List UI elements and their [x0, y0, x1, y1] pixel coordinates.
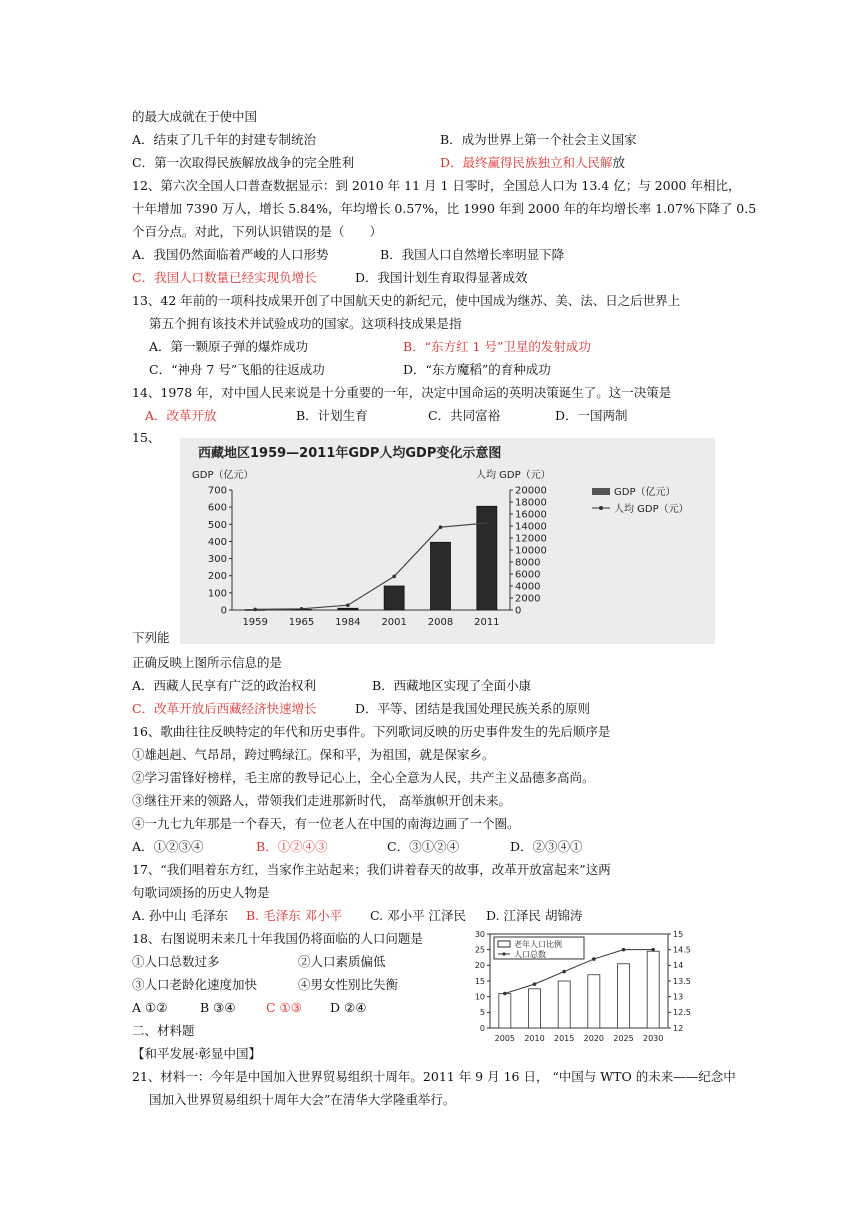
x-tick-label: 2030 [642, 1034, 664, 1043]
q18-option-1: ①人口总数过多 [132, 954, 220, 969]
y-tick-label: 200 [207, 571, 227, 583]
x-tick-label: 2008 [427, 617, 454, 628]
q15-number: 15、 [132, 430, 161, 445]
q12-option-d: D．我国计划生育取得显著成效 [355, 270, 528, 285]
q14-stem: 14、1978 年，对中国人民来说是十分重要的一年，决定中国命运的英明决策诞生了。这一决策是 [132, 385, 672, 400]
y-tick-label: 300 [207, 554, 227, 566]
x-tick-label: 1965 [288, 617, 315, 628]
q12-stem: 12、第六次全国人口普查数据显示：到 2010 年 11 月 1 日零时，全国总人口为 13.4 亿；与 2000 年相比， [132, 178, 741, 193]
bar [338, 608, 358, 610]
q17-option-d: D. 江泽民 胡锦涛 [486, 908, 583, 923]
section-heading: 二、材料题 [132, 1023, 195, 1038]
y-tick-label: 600 [207, 502, 227, 514]
line-point [346, 603, 350, 607]
answer-highlight: D．最终赢得民族独立和人民解 [440, 155, 613, 170]
y2-tick-label: 4000 [515, 581, 541, 593]
q15-option-d: D．平等、团结是我国处理民族关系的原则 [355, 701, 591, 716]
bar [384, 586, 404, 610]
q11-option-d-tail: 放 [612, 155, 626, 170]
y2-tick-label: 16000 [515, 509, 547, 521]
q14-option-d: D．一国两制 [555, 408, 628, 423]
q15-option-c: C．改革开放后西藏经济快速增长 [132, 701, 317, 716]
line-point [392, 575, 396, 579]
q17-stem: 句歌词颂扬的历史人物是 [132, 885, 270, 900]
q16-stem: 16、歌曲往往反映特定的年代和历史事件。下列歌词反映的历史事件发生的先后顺序是 [132, 724, 611, 739]
q21-stem: 国加入世界贸易组织十周年大会”在清华大学隆重举行。 [149, 1092, 456, 1107]
q12-stem: 个百分点。对此，下列认识错误的是（ ） [132, 224, 383, 239]
q17-stem: 17、“我们唱着东方红，当家作主站起来；我们讲着春天的故事，改革开放富起来”这两 [132, 862, 611, 877]
q11-option-a: A．结束了几千年的封建专制统治 [132, 132, 317, 147]
x-tick-label: 2005 [494, 1034, 516, 1043]
q18-option-4: ④男女性别比失衡 [298, 977, 399, 992]
q13-option-a: A．第一颗原子弹的爆炸成功 [149, 339, 309, 354]
bar [558, 981, 570, 1028]
y2-tick-label: 12000 [515, 533, 547, 545]
q15-stem: 正确反映上图所示信息的是 [132, 655, 283, 670]
q18-option-3: ③人口老龄化速度加快 [132, 977, 258, 992]
y2-tick-label: 0 [515, 605, 522, 617]
x-tick-label: 1984 [335, 617, 361, 628]
q15-stem: 下列能 [132, 630, 170, 645]
q11-option-d [440, 154, 625, 172]
y2-tick-label: 8000 [515, 557, 541, 569]
legend-entry-gdp: GDP（亿元） [614, 487, 676, 498]
y2-tick-label: 12.5 [673, 1008, 691, 1018]
y2-tick-label: 6000 [515, 569, 541, 581]
population-chart [462, 926, 714, 1044]
y-tick-label: 20 [474, 961, 485, 971]
q18-choice-a: A ①② [132, 1000, 168, 1015]
y-tick-label: 10 [474, 992, 485, 1002]
legend-entry-elderly: 老年人口比例 [514, 940, 562, 949]
q16-lyric: ②学习雷锋好榜样，毛主席的教导记心上，全心全意为人民，共产主义品德多高尚。 [132, 770, 595, 785]
section-subheading: 【和平发展·彰显中国】 [132, 1046, 261, 1061]
y2-tick-label: 15 [673, 929, 684, 939]
x-tick-label: 2015 [553, 1034, 575, 1043]
line-point [533, 982, 537, 986]
q12-option-a: A．我国仍然面临着严峻的人口形势 [132, 247, 329, 262]
x-tick-label: 2001 [381, 617, 407, 628]
y2-axis-label: 人均 GDP（元） [476, 470, 551, 481]
q16-option-c: C．③①②④ [387, 839, 460, 854]
q13-stem: 第五个拥有该技术并试验成功的国家。这项科技成果是指 [149, 316, 462, 331]
q13-option-c: C．“神舟 7 号”飞船的往返成功 [149, 362, 325, 377]
y-tick-label: 25 [474, 945, 485, 955]
y-tick-label: 5 [479, 1008, 485, 1018]
bar [499, 994, 511, 1028]
q13-option-d: D．“东方魔稻”的育种成功 [403, 362, 551, 377]
y2-tick-label: 13.5 [673, 976, 691, 986]
q17-option-a: A. 孙中山 毛泽东 [132, 908, 228, 923]
q16-option-a: A．①②③④ [132, 839, 204, 854]
line-point [439, 525, 443, 529]
y2-tick-label: 2000 [515, 593, 541, 605]
x-tick-label: 1959 [242, 617, 268, 628]
q17-option-c: C. 邓小平 江泽民 [370, 908, 467, 923]
y2-tick-label: 18000 [515, 497, 547, 509]
text-line: 的最大成就在于使中国 [132, 109, 258, 124]
y2-tick-label: 20000 [515, 485, 547, 497]
tibet-gdp-chart [180, 438, 715, 644]
y-tick-label: 100 [207, 588, 227, 600]
q15-option-b: B．西藏地区实现了全面小康 [372, 678, 532, 693]
q12-option-c: C．我国人口数量已经实现负增长 [132, 270, 317, 285]
line-point [503, 992, 507, 996]
bar [431, 542, 451, 610]
q13-stem: 13、42 年前的一项科技成果开创了中国航天史的新纪元，使中国成为继苏、美、法、日之后世界上 [132, 293, 681, 308]
y-tick-label: 400 [207, 536, 227, 548]
x-tick-label: 2025 [613, 1034, 634, 1043]
q16-option-d: D．②③④① [510, 839, 583, 854]
y-axis-label: GDP（亿元） [192, 470, 254, 481]
q12-option-b: B．我国人口自然增长率明显下降 [380, 247, 565, 262]
y-tick-label: 0 [479, 1023, 485, 1033]
y-tick-label: 700 [207, 485, 227, 497]
x-tick-label: 2010 [524, 1034, 545, 1043]
y-tick-label: 500 [207, 519, 227, 531]
q13-option-b: B．“东方红 1 号”卫星的发射成功 [403, 339, 591, 354]
legend-entry-per-capita: 人均 GDP（元） [614, 504, 689, 515]
line-point [485, 521, 489, 525]
y2-tick-label: 13 [673, 992, 684, 1002]
y2-tick-label: 14000 [515, 521, 547, 533]
bar [647, 951, 659, 1028]
x-tick-label: 2020 [583, 1034, 605, 1043]
q16-option-b: B．①②④③ [256, 839, 328, 854]
q17-option-b: B. 毛泽东 邓小平 [246, 908, 343, 923]
bar [618, 964, 630, 1028]
q14-option-b: B．计划生育 [296, 408, 368, 423]
line-point [651, 948, 655, 952]
y2-tick-label: 12 [673, 1023, 684, 1033]
q14-option-c: C．共同富裕 [428, 408, 501, 423]
legend-entry-population: 人口总数 [514, 950, 546, 959]
y-tick-label: 30 [474, 929, 485, 939]
q11-option-b: B．成为世界上第一个社会主义国家 [440, 132, 637, 147]
y2-tick-label: 14.5 [673, 945, 691, 955]
q16-lyric: ①雄赳赳、气昂昂，跨过鸭绿江。保和平，为祖国，就是保家乡。 [132, 747, 495, 762]
q16-lyric: ③继往开来的领路人，带领我们走进那新时代， 高举旗帜开创未来。 [132, 793, 511, 808]
y2-tick-label: 14 [673, 961, 684, 971]
q11-option-c: C．第一次取得民族解放战争的完全胜利 [132, 155, 355, 170]
q21-stem: 21、材料一：今年是中国加入世界贸易组织十周年。2011 年 9 月 16 日， “中国与 WTO 的未来——纪念中 [132, 1069, 736, 1084]
q16-lyric: ④一九七九年那是一个春天，有一位老人在中国的南海边画了一个圈。 [132, 816, 520, 831]
y2-tick-label: 10000 [515, 545, 547, 557]
line-point [592, 957, 596, 961]
q18-stem: 18、右图说明未来几十年我国仍将面临的人口问题是 [132, 931, 423, 946]
line-point [562, 970, 566, 974]
q18-option-2: ②人口素质偏低 [298, 954, 386, 969]
x-tick-label: 2011 [474, 617, 500, 628]
line-point [622, 948, 626, 952]
line-point [253, 608, 257, 612]
line-point [300, 607, 304, 611]
chart-title: 西藏地区1959—2011年GDP人均GDP变化示意图 [198, 446, 502, 461]
chart-legend [494, 937, 584, 959]
q18-choice-c: C ①③ [266, 1000, 302, 1015]
y-tick-label: 15 [474, 976, 485, 986]
bar [588, 975, 600, 1028]
bar [529, 989, 541, 1028]
q18-choice-d: D ②④ [330, 1000, 367, 1015]
q15-option-a: A．西藏人民享有广泛的政治权利 [132, 678, 317, 693]
q18-choice-b: B ③④ [200, 1000, 236, 1015]
q12-stem: 十年增加 7390 万人，增长 5.84%，年均增长 0.57%，比 1990 年到 2000 年的年均增长率 1.07%下降了 0.5 [132, 201, 757, 216]
y-tick-label: 0 [220, 605, 227, 617]
q14-option-a: A．改革开放 [145, 408, 217, 423]
